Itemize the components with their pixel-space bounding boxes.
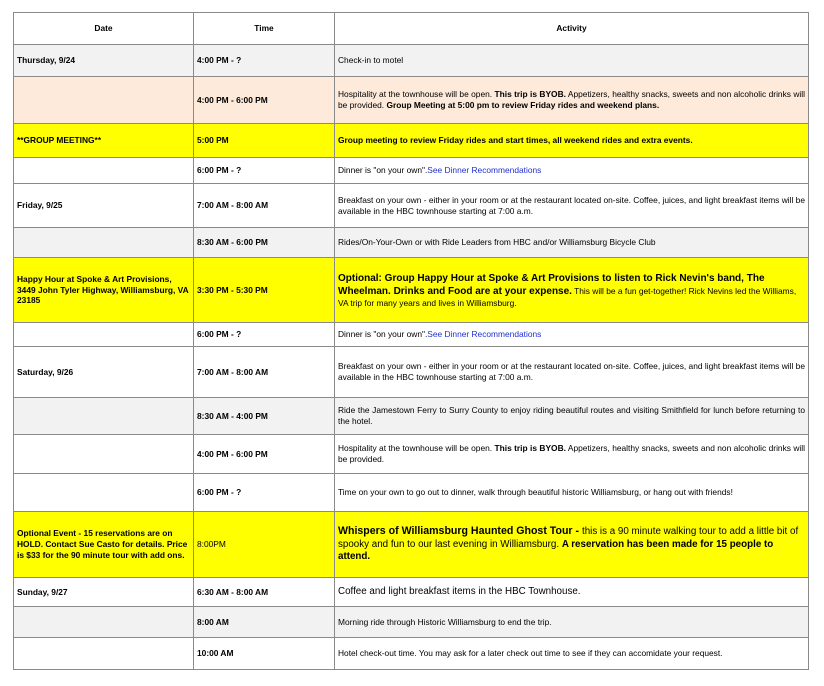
header-time: Time: [194, 13, 335, 45]
activity-text: Hospitality at the townhouse will be open.: [338, 89, 495, 100]
activity-text: This will be a fun get-together! Rick Nevins led the Williams, VA trip for many years and lives in Williamsburg.: [338, 285, 797, 308]
table-row: [14, 124, 809, 158]
activity-cell: [335, 638, 809, 670]
activity-text: Time on your own to go out to dinner, walk through beautiful historic Williamsburg, or hang out with friends!: [338, 487, 733, 498]
date-cell: Optional Event - 15 reservations are on HOLD. Contact Sue Casto for details. Price is $33 for the 90 minute tour with add ons.: [14, 512, 194, 578]
activity-cell: [335, 323, 809, 347]
date-cell: [14, 474, 194, 512]
time-cell: 8:30 AM - 6:00 PM: [194, 228, 335, 258]
activity-text-bold: This trip is BYOB.: [494, 89, 566, 100]
date-cell: [14, 398, 194, 435]
time-cell: 8:30 AM - 4:00 PM: [194, 398, 335, 435]
time-cell: 4:00 PM - 6:00 PM: [194, 435, 335, 474]
date-cell: Saturday, 9/26: [14, 347, 194, 398]
table-row: [14, 638, 809, 670]
time-cell: 8:00 AM: [194, 607, 335, 638]
activity-text: Hospitality at the townhouse will be open.: [338, 443, 495, 454]
activity-cell: [335, 45, 809, 77]
activity-text: Breakfast on your own - either in your room or at the restaurant located on-site. Coffee, juices, and light breakfast items will be available in the HBC townhouse starting at 7:00 a.m.: [338, 194, 805, 216]
activity-text: Hotel check-out time. You may ask for a later check out time to see if they can accomidate your request.: [338, 648, 723, 659]
time-cell: 6:30 AM - 8:00 AM: [194, 578, 335, 607]
table-row: [14, 607, 809, 638]
table-row: [14, 228, 809, 258]
table-row: [14, 578, 809, 607]
table-row: [14, 323, 809, 347]
time-cell: 5:00 PM: [194, 124, 335, 158]
activity-cell: [335, 398, 809, 435]
activity-cell: [335, 258, 809, 323]
activity-cell: [335, 124, 809, 158]
date-cell: [14, 158, 194, 184]
table-row: [14, 77, 809, 124]
time-cell: 8:00PM: [194, 512, 335, 578]
table-row: [14, 347, 809, 398]
activity-text: Appetizers, healthy snacks, sweets and non alcoholic drinks will be provided.: [338, 443, 805, 464]
table-row: [14, 435, 809, 474]
time-cell: 6:00 PM - ?: [194, 158, 335, 184]
time-cell: 4:00 PM - ?: [194, 45, 335, 77]
table-row: [14, 184, 809, 228]
date-cell: **GROUP MEETING**: [14, 124, 194, 158]
activity-cell: [335, 435, 809, 474]
header-activity: Activity: [335, 13, 809, 45]
activity-cell: [335, 228, 809, 258]
date-cell: Friday, 9/25: [14, 184, 194, 228]
time-cell: 7:00 AM - 8:00 AM: [194, 184, 335, 228]
activity-text: Coffee and light breakfast items in the HBC Townhouse.: [338, 585, 581, 597]
header-date: Date: [14, 13, 194, 45]
date-cell: [14, 228, 194, 258]
date-cell: Sunday, 9/27: [14, 578, 194, 607]
activity-cell: [335, 158, 809, 184]
table-row: [14, 512, 809, 578]
activity-text: Dinner is "on your own".: [338, 165, 428, 176]
activity-text: Dinner is "on your own".: [338, 329, 428, 340]
time-cell: 6:00 PM - ?: [194, 323, 335, 347]
date-cell: Thursday, 9/24: [14, 45, 194, 77]
activity-text: Ride the Jamestown Ferry to Surry County to enjoy riding beautiful routes and visiting Smithfield for lunch before returning to the hotel.: [338, 405, 805, 426]
activity-text: Group meeting to review Friday rides and start times, all weekend rides and extra events.: [338, 135, 693, 146]
table-row: [14, 474, 809, 512]
time-cell: 10:00 AM: [194, 638, 335, 670]
header-row: [14, 13, 809, 45]
time-cell: 3:30 PM - 5:30 PM: [194, 258, 335, 323]
activity-cell: [335, 607, 809, 638]
activity-text: this is a 90 minute walking tour to add a little bit of spooky and fun to our last evening in Williamsburg.: [338, 525, 799, 550]
date-cell: [14, 435, 194, 474]
date-cell: Happy Hour at Spoke & Art Provisions, 3449 John Tyler Highway, Williamsburg, VA 23185: [14, 258, 194, 323]
dinner-recommendations-link[interactable]: See Dinner Recommendations: [427, 165, 542, 176]
date-cell: [14, 638, 194, 670]
activity-text-bold: Group Meeting at 5:00 pm to review Friday rides and weekend plans.: [386, 100, 660, 110]
activity-text: Rides/On-Your-Own or with Ride Leaders from HBC and/or Williamsburg Bicycle Club: [338, 237, 656, 248]
activity-text-bold: Whispers of Williamsburg Haunted Ghost Tour -: [338, 524, 582, 537]
time-cell: 7:00 AM - 8:00 AM: [194, 347, 335, 398]
activity-text-bold: This trip is BYOB.: [494, 443, 566, 454]
date-cell: [14, 323, 194, 347]
dinner-recommendations-link[interactable]: See Dinner Recommendations: [427, 329, 542, 340]
activity-cell: [335, 474, 809, 512]
activity-text: Morning ride through Historic Williamsburg to end the trip.: [338, 616, 552, 627]
activity-text: Check-in to motel: [338, 55, 404, 66]
time-cell: 4:00 PM - 6:00 PM: [194, 77, 335, 124]
date-cell: [14, 607, 194, 638]
date-cell: [14, 77, 194, 124]
activity-cell: [335, 578, 809, 607]
time-cell: 6:00 PM - ?: [194, 474, 335, 512]
activity-cell: [335, 347, 809, 398]
activity-text: Appetizers, healthy snacks, sweets and non alcoholic drinks will be provided.: [338, 89, 805, 110]
activity-cell: [335, 77, 809, 124]
activity-cell: [335, 512, 809, 578]
activity-text: Breakfast on your own - either in your room or at the restaurant located on-site. Coffee, juices, and light breakfast items will be available in the HBC townhouse starting at 7:00 a.m.: [338, 361, 805, 382]
schedule-table: [13, 12, 809, 670]
activity-text-bold: Optional: Group Happy Hour at Spoke & Art Provisions to listen to Rick Nevin's band, The Wheelman. Drinks and Food are at your expense.: [338, 272, 765, 297]
table-row: [14, 258, 809, 323]
table-row: [14, 45, 809, 77]
table-row: [14, 158, 809, 184]
activity-text-bold: A reservation has been made for 15 people to attend.: [338, 538, 774, 563]
activity-cell: [335, 184, 809, 228]
table-row: [14, 398, 809, 435]
